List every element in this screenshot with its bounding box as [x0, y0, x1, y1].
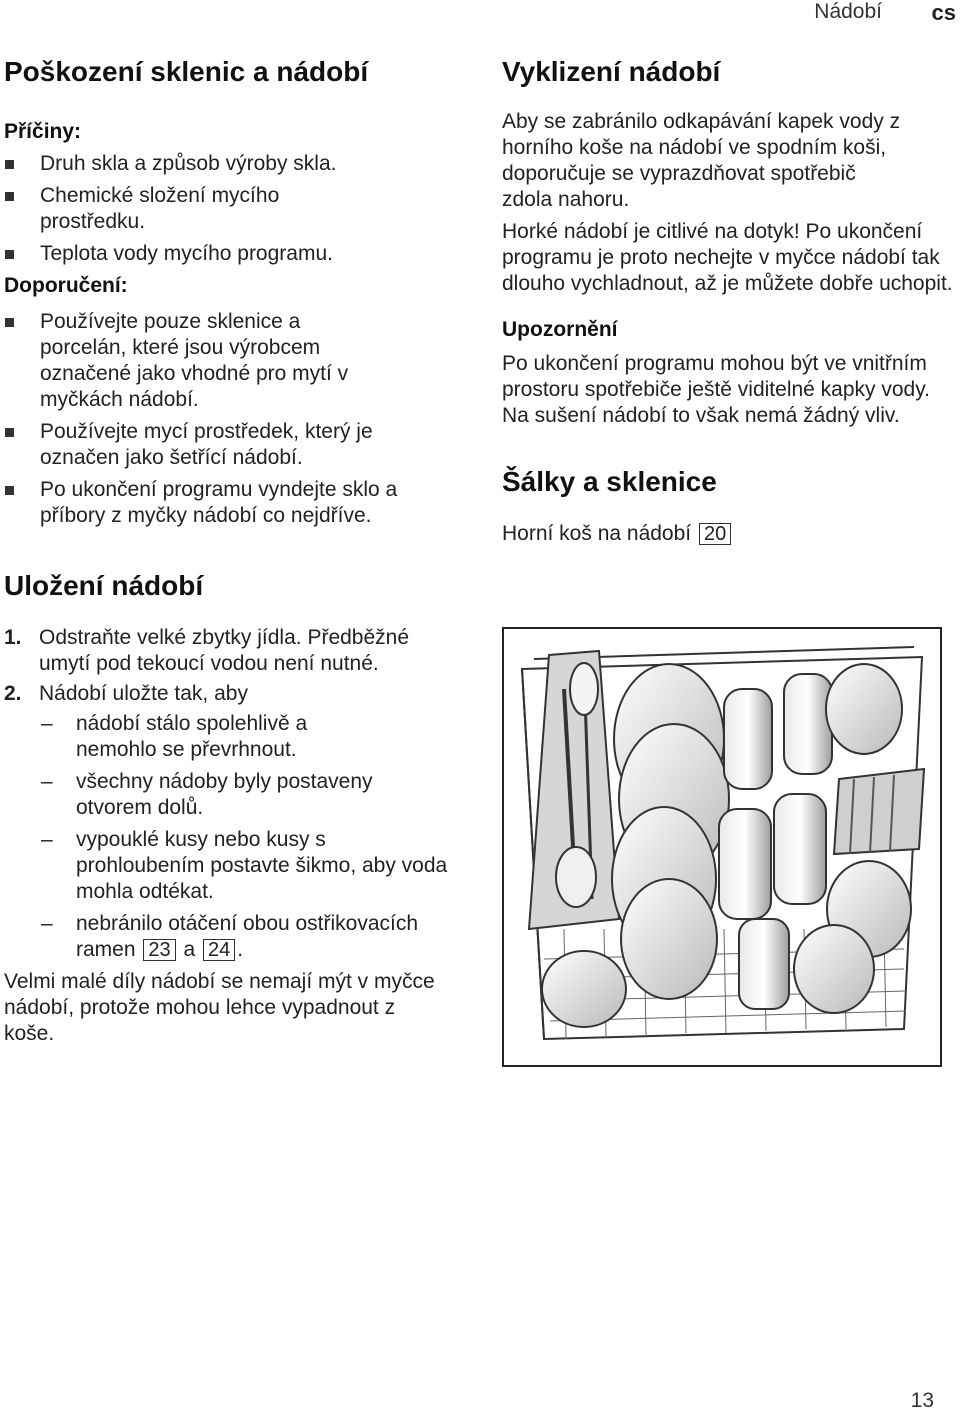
warning-label: Upozornění	[502, 318, 618, 341]
step-item	[4, 625, 459, 677]
warning-text: Po ukončení programu mohou být ve vnitřním prostoru spotřebiče ještě viditelné kapky vody. Na sušení nádobí to však nemá žádný vliv.	[502, 352, 930, 427]
step-number: 1.	[4, 626, 22, 649]
unloading-paragraph-1: Aby se zabránilo odkapávání kapek vody z horního koše na nádobí ve spodním koši, doporučuje se vyprazdňovat spotřebič zdola nahoru.	[502, 110, 901, 211]
recommendations-list	[4, 309, 474, 529]
cups-heading: Šálky a sklenice	[502, 466, 717, 497]
small-parts-note: Velmi malé díly nádobí se nemají mýt v myčce nádobí, protože mohou lehce vypadnout z koše.	[4, 970, 435, 1045]
running-header-language: cs	[931, 0, 956, 25]
sublist-item: – nebránilo otáčení obou ostřikovacích ramen 23 a 24 .	[41, 912, 419, 961]
step2-sublist	[39, 711, 474, 963]
sublist-item: – všechny nádoby byly postaveny otvorem dolů.	[41, 770, 373, 819]
recommendations-label: Doporučení:	[4, 274, 128, 297]
bullet-icon	[5, 160, 14, 169]
reference-number-20: 20	[699, 523, 731, 545]
causes-list	[4, 151, 474, 267]
list-item: Po ukončení programu vyndejte sklo a příbory z myčky nádobí co nejdříve.	[4, 477, 460, 529]
sublist-item: – nádobí stálo spolehlivě a nemohlo se převrhnout.	[41, 712, 308, 761]
cup-rack	[834, 769, 924, 854]
unloading-heading: Vyklizení nádobí	[502, 56, 721, 87]
basket-caption: Horní koš na nádobí 20	[502, 521, 954, 547]
right-column	[502, 55, 954, 547]
bullet-icon	[5, 486, 14, 495]
damage-heading: Poškození sklenic a nádobí	[4, 56, 369, 87]
step-number: 2.	[4, 682, 22, 705]
bullet-icon	[5, 318, 14, 327]
list-item: Používejte pouze sklenice a porcelán, které jsou výrobcem označené jako vhodné pro mytí v myčkách nádobí.	[4, 309, 380, 413]
cutlery-tray	[529, 651, 619, 929]
list-item: Druh skla a způsob výroby skla.	[4, 151, 474, 177]
step-text: Odstraňte velké zbytky jídla. Předběžné umytí pod tekoucí vodou není nutné.	[39, 626, 410, 675]
sublist-item: – vypouklé kusy nebo kusy s prohloubením postavte šikmo, aby voda mohla odtékat.	[41, 828, 448, 903]
basket-drawing	[504, 629, 940, 1065]
running-header-section: Nádobí	[814, 0, 882, 23]
bullet-icon	[5, 192, 14, 201]
loading-steps	[4, 625, 474, 963]
unloading-paragraph-2: Horké nádobí je citlivé na dotyk! Po ukončení programu je proto nechejte v myčce nádobí tak dlouho vychladnout, až je můžete dobře uchopit.	[502, 220, 953, 295]
list-item: Chemické složení mycího prostředku.	[4, 183, 340, 235]
page-number: 13	[910, 1389, 934, 1412]
loading-heading: Uložení nádobí	[4, 570, 204, 601]
step-text: Nádobí uložte tak, aby	[39, 682, 248, 705]
reference-number-24: 24	[203, 939, 235, 961]
bullet-icon	[5, 250, 14, 259]
list-item: Teplota vody mycího programu.	[4, 241, 474, 267]
step-item	[4, 681, 474, 963]
bullet-icon	[5, 428, 14, 437]
list-item: Používejte mycí prostředek, který je označen jako šetřící nádobí.	[4, 419, 420, 471]
upper-basket-illustration	[502, 627, 942, 1067]
left-column	[4, 55, 474, 1047]
plates	[612, 664, 729, 999]
reference-number-23: 23	[143, 939, 175, 961]
causes-label: Příčiny:	[4, 120, 82, 143]
